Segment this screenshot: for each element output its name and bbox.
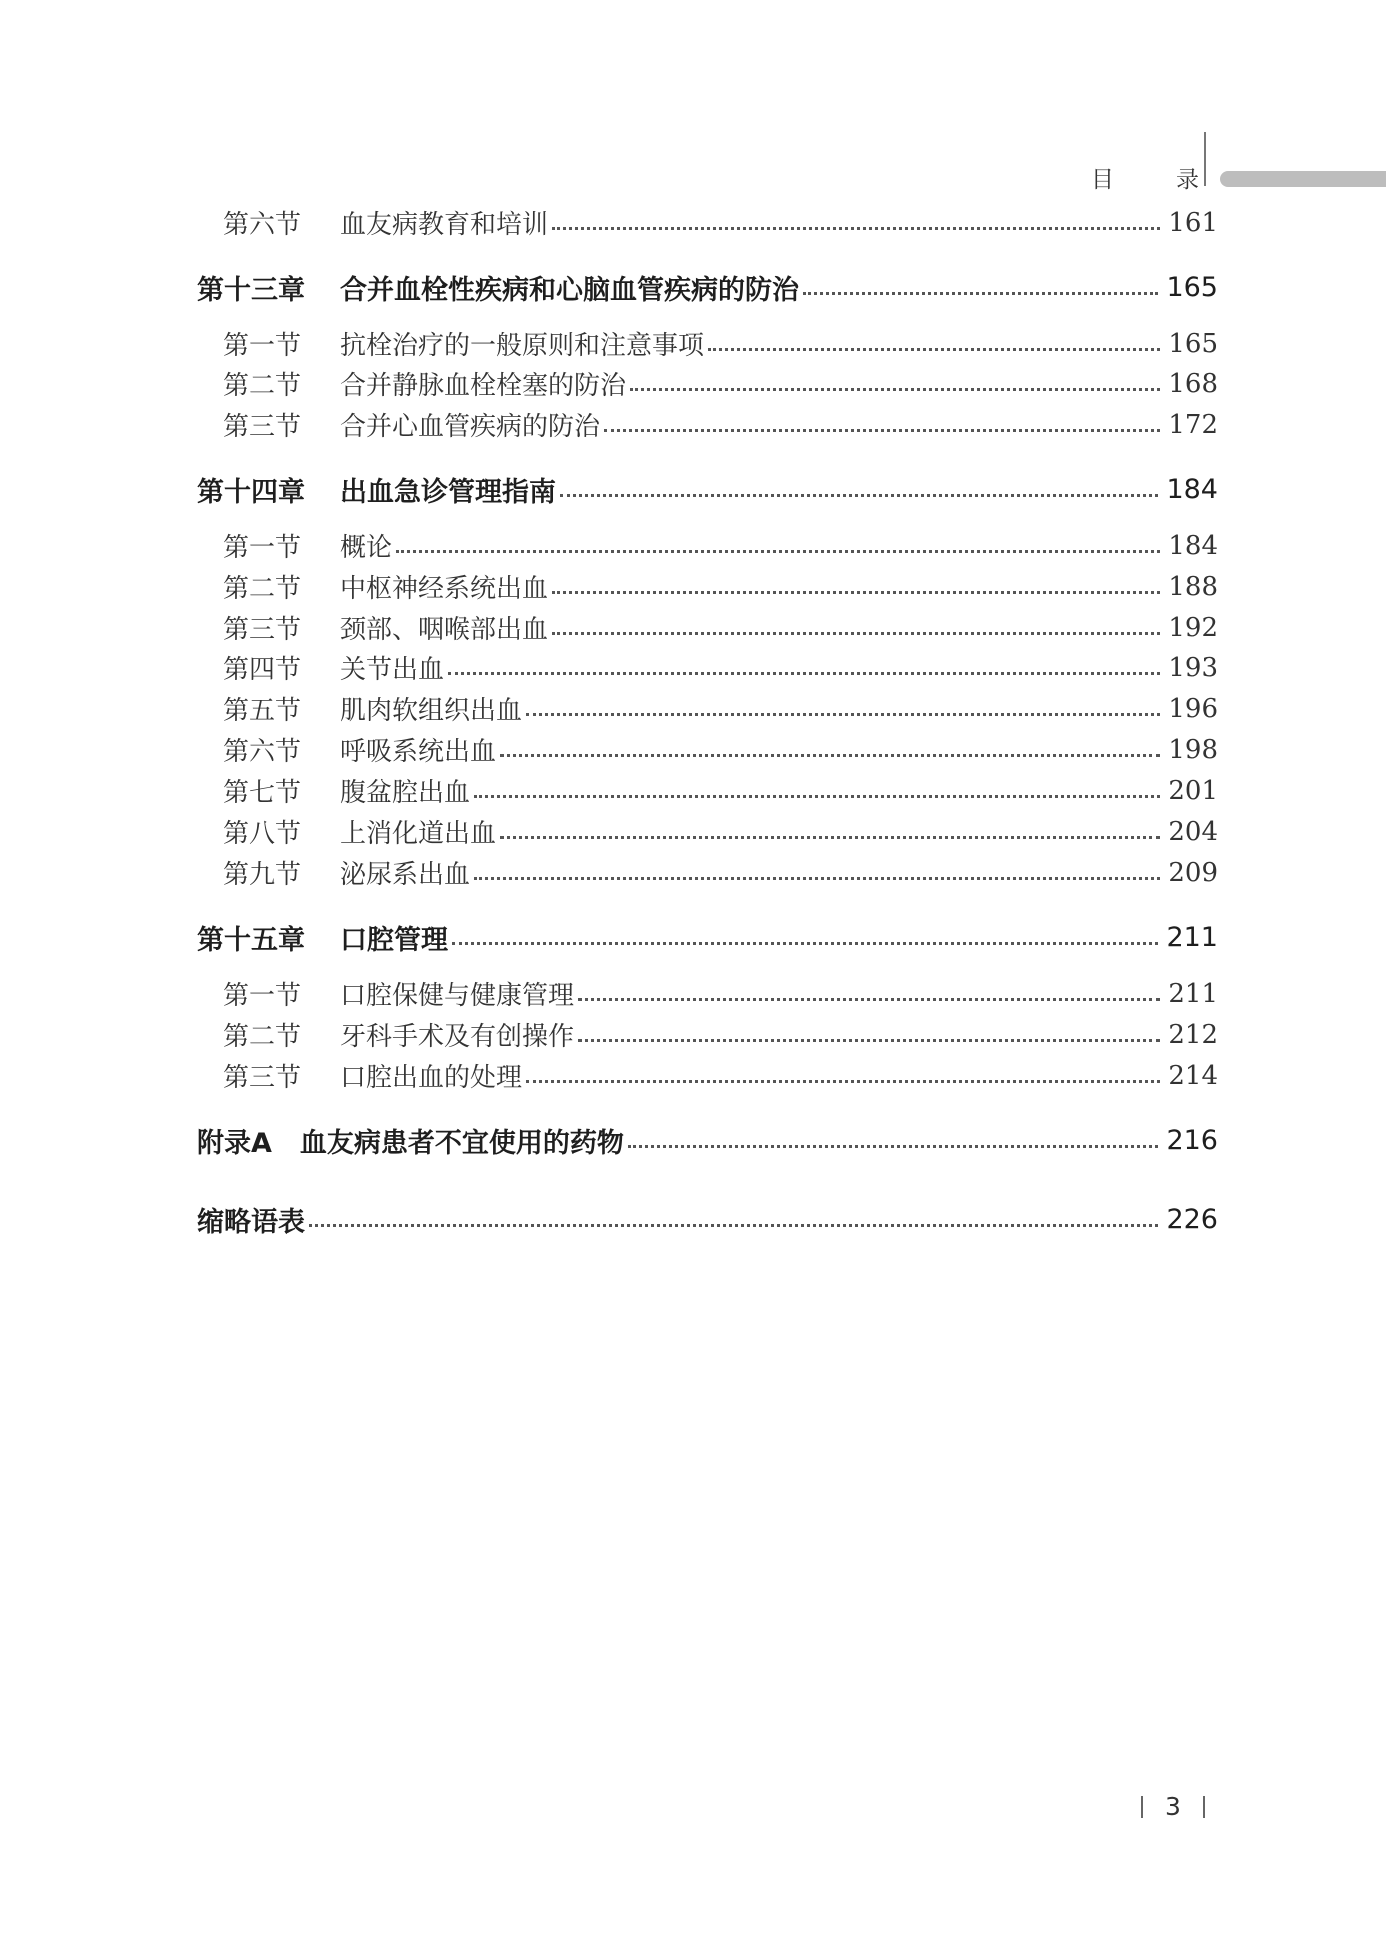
toc-entry-section[interactable] [223, 854, 1218, 891]
toc-entry-section[interactable] [223, 649, 1218, 686]
toc-entry-number: 附录A [197, 1128, 272, 1159]
toc-entry-number: 第六节 [223, 210, 302, 240]
toc-entry-page: 226 [1166, 1204, 1218, 1235]
toc-entry-title: 上消化道出血 [340, 819, 497, 849]
toc-entry-number: 第二节 [223, 574, 302, 604]
toc-entry-page: 192 [1168, 612, 1218, 643]
toc-entry-number: 第十三章 [197, 275, 305, 306]
toc-entry-number: 第二节 [223, 371, 302, 401]
toc-entry-title: 口腔出血的处理 [340, 1063, 523, 1093]
toc-dot-leader [578, 1039, 1160, 1042]
toc-entry-section[interactable] [223, 975, 1218, 1012]
toc-entry-section[interactable] [223, 690, 1218, 727]
toc-dot-leader [396, 550, 1160, 553]
toc-entry-title: 出血急诊管理指南 [340, 477, 556, 508]
toc-entry-page: 161 [1168, 207, 1218, 238]
toc-dot-leader [526, 1080, 1160, 1083]
toc-entry-number: 第一节 [223, 533, 302, 563]
toc-entry-number: 第三节 [223, 412, 302, 442]
toc-dot-leader [552, 591, 1160, 594]
toc-entry-section[interactable] [223, 1057, 1218, 1094]
toc-entry-number: 第六节 [223, 737, 302, 767]
toc-entry-number: 第二节 [223, 1022, 302, 1052]
toc-entry-number: 第五节 [223, 696, 302, 726]
toc-entry-section[interactable] [223, 772, 1218, 809]
toc-entry-abbrev[interactable] [197, 1200, 1218, 1239]
toc-entry-title: 牙科手术及有创操作 [340, 1022, 575, 1052]
toc-entry-title: 合并血栓性疾病和心脑血管疾病的防治 [340, 275, 799, 306]
toc-entry-number: 第一节 [223, 981, 302, 1011]
toc-entry-number: 第一节 [223, 331, 302, 361]
toc-entry-title: 肌肉软组织出血 [340, 696, 523, 726]
toc-entry-title: 中枢神经系统出血 [340, 574, 549, 604]
toc-entry-number: 第十五章 [197, 925, 305, 956]
toc-entry-page: 214 [1168, 1060, 1218, 1091]
toc-entry-page: 204 [1168, 816, 1218, 847]
toc-entry-title: 血友病患者不宜使用的药物 [299, 1128, 624, 1159]
toc-entry-number: 第三节 [223, 615, 302, 645]
header-tab-decoration [1220, 171, 1386, 187]
toc-entry-page: 211 [1168, 978, 1218, 1009]
toc-entry-page: 165 [1168, 328, 1218, 359]
toc-entry-section[interactable] [223, 1016, 1218, 1053]
toc-entry-page: 216 [1166, 1125, 1218, 1156]
toc-entry-section[interactable] [223, 527, 1218, 564]
toc-entry-section[interactable] [223, 325, 1218, 362]
toc-entry-page: 212 [1168, 1019, 1218, 1050]
running-header-char: 录 [1176, 167, 1199, 193]
toc-entry-title: 合并心血管疾病的防治 [340, 412, 601, 442]
toc-entry-section[interactable] [223, 365, 1218, 402]
toc-dot-leader [708, 348, 1160, 351]
toc-entry-page: 168 [1168, 368, 1218, 399]
toc-entry-title: 腹盆腔出血 [340, 778, 471, 808]
toc-entry-title: 口腔保健与健康管理 [340, 981, 575, 1011]
toc-entry-title: 合并静脉血栓栓塞的防治 [340, 371, 627, 401]
toc-entry-number: 第十四章 [197, 477, 305, 508]
toc-entry-title: 颈部、咽喉部出血 [340, 615, 549, 645]
toc-entry-page: 188 [1168, 571, 1218, 602]
toc-dot-leader [630, 388, 1160, 391]
toc-entry-page: 198 [1168, 734, 1218, 765]
toc-entry-section[interactable] [223, 568, 1218, 605]
toc-entry-appendix[interactable] [197, 1121, 1218, 1160]
toc-dot-leader [474, 877, 1160, 880]
toc-dot-leader [560, 494, 1158, 497]
toc-entry-page: 184 [1168, 530, 1218, 561]
toc-entry-page: 209 [1168, 857, 1218, 888]
toc-entry-title: 泌尿系出血 [340, 860, 471, 890]
toc-entry-chapter[interactable] [197, 918, 1218, 957]
footer-divider-right [1203, 1796, 1205, 1818]
toc-entry-title: 抗栓治疗的一般原则和注意事项 [340, 331, 705, 361]
toc-dot-leader [552, 227, 1160, 230]
toc-entry-section[interactable] [223, 813, 1218, 850]
toc-entry-chapter[interactable] [197, 470, 1218, 509]
footer-divider-left [1141, 1796, 1143, 1818]
toc-entry-title: 呼吸系统出血 [340, 737, 497, 767]
toc-dot-leader [604, 429, 1160, 432]
toc-entry-chapter[interactable] [197, 268, 1218, 307]
running-header-char: 目 [1091, 167, 1114, 193]
toc-entry-section[interactable] [223, 406, 1218, 443]
toc-dot-leader [500, 754, 1160, 757]
toc-entry-section[interactable] [223, 609, 1218, 646]
toc-entry-number: 第八节 [223, 819, 302, 849]
toc-dot-leader [803, 292, 1158, 295]
toc-dot-leader [578, 998, 1160, 1001]
toc-dot-leader [552, 632, 1160, 635]
header-divider [1204, 132, 1206, 186]
page-footer [1141, 1792, 1205, 1821]
toc-entry-title: 口腔管理 [340, 925, 448, 956]
toc-entry-page: 165 [1166, 272, 1218, 303]
toc-entry-page: 211 [1166, 922, 1218, 953]
toc-entry-title: 概论 [340, 533, 393, 563]
toc-entry-number: 第三节 [223, 1063, 302, 1093]
toc-entry-number: 第九节 [223, 860, 302, 890]
toc-entry-page: 172 [1168, 409, 1218, 440]
toc-dot-leader [474, 795, 1160, 798]
toc-dot-leader [526, 713, 1160, 716]
toc-dot-leader [452, 942, 1158, 945]
toc-dot-leader [448, 672, 1160, 675]
toc-entry-number: 第四节 [223, 655, 302, 685]
toc-entry-page: 201 [1168, 775, 1218, 806]
toc-entry-number: 第七节 [223, 778, 302, 808]
toc-entry-page: 193 [1168, 652, 1218, 683]
toc-entry-section[interactable] [223, 731, 1218, 768]
toc-entry-title: 血友病教育和培训 [340, 210, 549, 240]
toc-entry-page: 184 [1166, 474, 1218, 505]
running-header [1091, 161, 1199, 194]
toc-dot-leader [309, 1224, 1158, 1227]
toc-entry-title: 关节出血 [340, 655, 445, 685]
toc-entry-title: 缩略语表 [197, 1207, 305, 1238]
page-number: 3 [1165, 1792, 1181, 1821]
toc-entry-section[interactable] [223, 204, 1218, 241]
toc-dot-leader [628, 1145, 1159, 1148]
toc-entry-page: 196 [1168, 693, 1218, 724]
toc-dot-leader [500, 836, 1160, 839]
